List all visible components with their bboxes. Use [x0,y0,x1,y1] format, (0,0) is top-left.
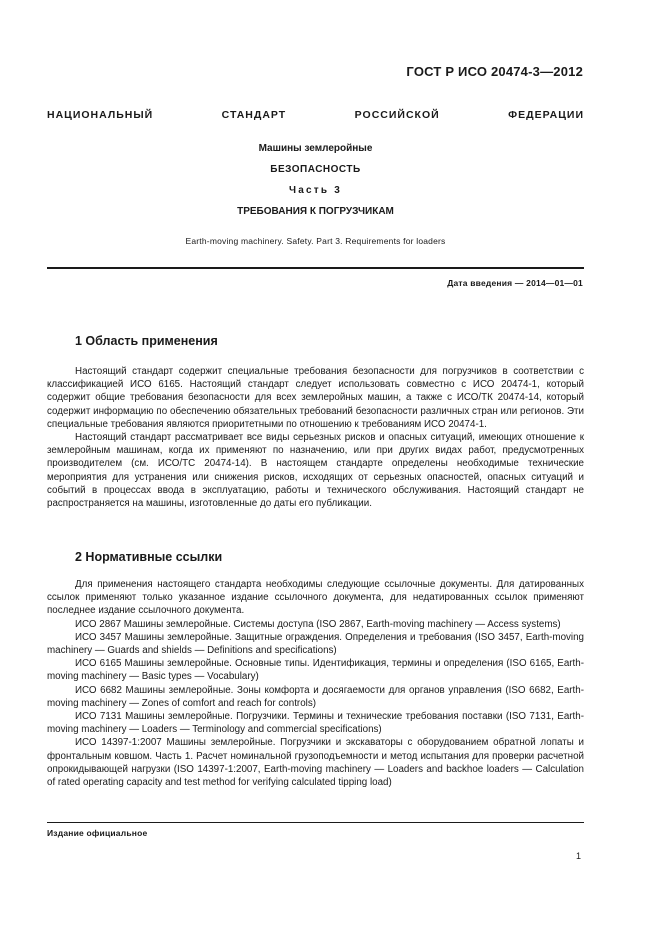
section-2-body [47,578,584,789]
reference-item: ИСО 3457 Машины землеройные. Защитные ограждения. Определения и требования (ISO 3457, Earth-moving machinery — Guards and shields — Definitions and specifications) [47,631,584,657]
title-line-4: ТРЕБОВАНИЯ К ПОГРУЗЧИКАМ [237,206,394,217]
page-number: 1 [575,851,581,861]
section-2-heading: 2 Нормативные ссылки [75,550,223,564]
paragraph: Для применения настоящего стандарта необходимы следующие ссылочные документы. Для датированных ссылок применяют только указанное издание ссылочного документа, для недатированных ссылок применяют последнее издание ссылочного документа. [47,579,584,617]
reference-item: ИСО 6682 Машины землеройные. Зоны комфорта и досягаемости для органов управления (ISO 6682, Earth-moving machinery — Zones of comfort and reach for controls) [47,684,584,709]
footer-divider [47,822,584,823]
reference-item: ИСО 2867 Машины землеройные. Системы доступа (ISO 2867, Earth-moving machinery — Access systems) [75,618,561,630]
official-edition: Издание официальное [47,828,148,838]
title-part: Часть 3 [289,185,342,196]
national-standard-banner: НАЦИОНАЛЬНЫЙ СТАНДАРТ РОССИЙСКОЙ ФЕДЕРАЦИИ [47,109,584,121]
paragraph: Настоящий стандарт рассматривает все виды серьезных рисков и опасных ситуаций, имеющих отношение к землеройным машинам, когда их применяют по назначению, или при других видах работ, предусмотренных производителем (см. ИСО/ТС 20474-14). В настоящем стандарте определены необходимые технические мероприятия для устранения или снижения рисков, исходящих от серьезных опасностей, опасных ситуаций и событий в процессах ввода в эксплуатацию, работы и технического обслуживания. Настоящий стандарт не распространяется на машины, изготовленные до даты его публикации. [47,432,584,510]
section-1-heading: 1 Область применения [75,334,218,348]
intro-date: Дата введения — 2014—01—01 [447,278,583,288]
paragraph: Настоящий стандарт содержит специальные требования безопасности для погрузчиков в соответствии с классификацией ИСО 6165. Настоящий стандарт следует использовать совместно с ИСО 20474-1, который содержит общие требования безопасности для всех землеройных машин, а также с ИСО/ТК 20474-14, который содержит информацию по обеспечению обязательных требований безопасности различных стран или регионов. Эти специальные требования являются приоритетными по отношению к требованиям ИСО 20474-1. [47,366,584,430]
title-line-2: БЕЗОПАСНОСТЬ [270,164,361,175]
reference-item: ИСО 14397-1:2007 Машины землеройные. Погрузчики и экскаваторы с оборудованием обратной лопаты и фронтальным ковшом. Часть 1. Расчет номинальной грузоподъемности и метод испытания для проверки расчетной опрокидывающей нагрузки (ISO 14397-1:2007, Earth-moving machinery — Loaders and backhoe loaders — Calculation of rated operating capacity and test method for verifying calculated tipping load) [47,737,584,789]
section-1-body [47,365,584,510]
title-english: Earth-moving machinery. Safety. Part 3. Requirements for loaders [185,236,446,246]
title-line-1: Машины землеройные [258,143,373,154]
reference-item: ИСО 7131 Машины землеройные. Погрузчики. Термины и технические требования поставки (ISO 7131, Earth-moving machinery — Loaders — Terminology and commercial specifications) [47,711,584,736]
header-divider [47,267,584,269]
gost-code: ГОСТ Р ИСО 20474-3—2012 [406,64,583,79]
reference-item: ИСО 6165 Машины землеройные. Основные типы. Идентификация, термины и определения (ISO 6165, Earth-moving machinery — Basic types — Vocabulary) [47,658,584,683]
